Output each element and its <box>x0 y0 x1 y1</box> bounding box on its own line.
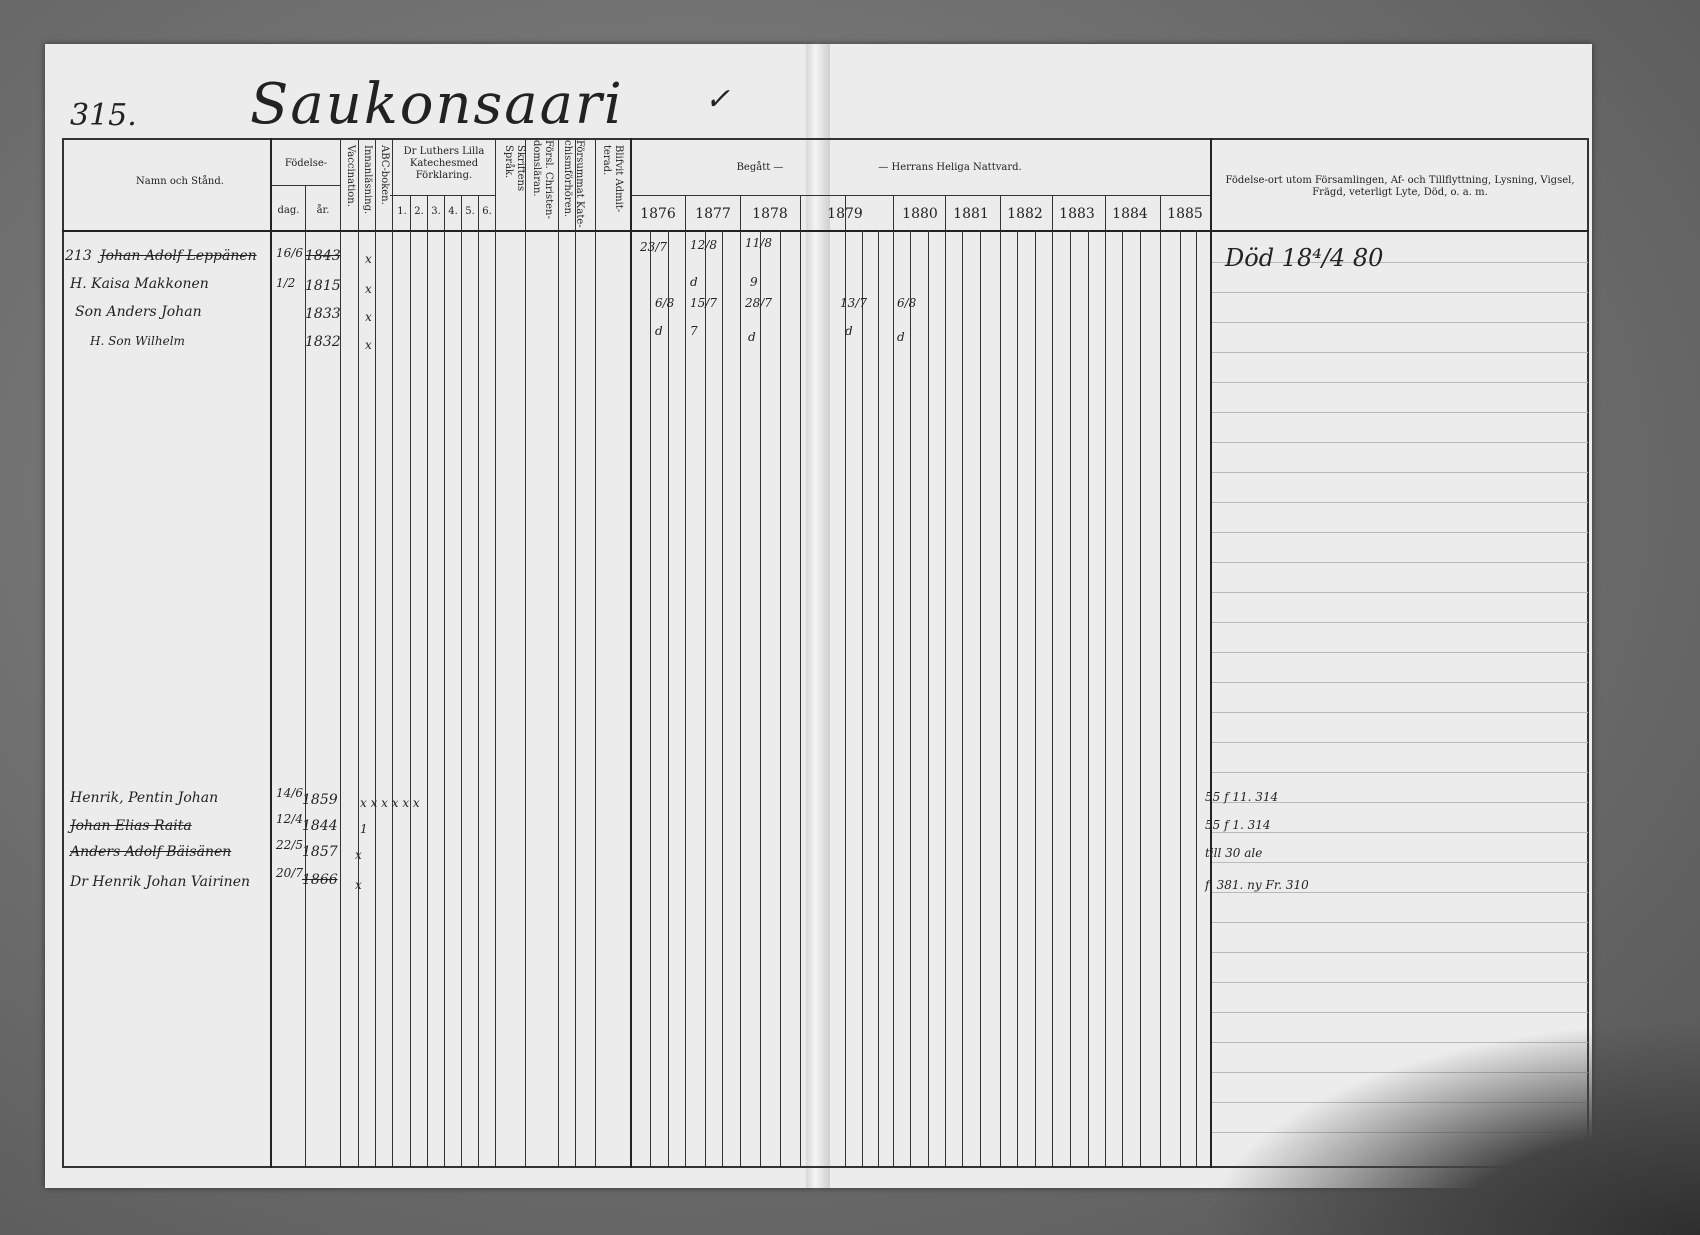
entry-marks: 1 <box>360 822 368 836</box>
col-line <box>495 138 496 1168</box>
entry-marks: x x x x x x <box>360 796 420 810</box>
entry-year: 1859 <box>302 792 338 808</box>
sub-line <box>928 230 929 1168</box>
communion-mark: d <box>655 324 663 338</box>
ruled-line <box>1212 952 1588 953</box>
header-cat-1: 1. <box>397 206 407 217</box>
communion-mark: 15/7 <box>690 296 717 310</box>
entry-marks: x <box>365 310 372 324</box>
entry-name: Son Anders Johan <box>75 304 202 320</box>
entry-year: 1832 <box>305 334 341 350</box>
entry-name: H. Kaisa Makkonen <box>70 276 209 292</box>
entry-name: Dr Henrik Johan Vairinen <box>70 874 250 890</box>
entry-day: 12/4 <box>276 812 303 826</box>
sub-line <box>722 230 723 1168</box>
communion-mark: d <box>690 275 698 289</box>
header-christian: Försl. Christen- domsläran. <box>531 140 554 219</box>
header-bottom-rule <box>62 230 1589 232</box>
communion-mark: 9 <box>750 275 758 289</box>
entry-marks: x <box>365 338 372 352</box>
sub-line <box>862 230 863 1168</box>
sub-line <box>1070 230 1071 1168</box>
entry-name: Johan Elias Raita <box>70 818 192 834</box>
col-line <box>392 138 393 1168</box>
entry-marks: x <box>365 252 372 266</box>
entry-day: 22/5 <box>276 838 303 852</box>
col-line <box>478 195 479 1168</box>
col-line <box>575 138 576 1168</box>
entry-remark: 55 f 1. 314 <box>1205 818 1271 832</box>
sub-line <box>1196 230 1197 1168</box>
ruled-line <box>1212 532 1588 533</box>
scan-shadow <box>1200 1020 1700 1235</box>
header-vaccination: Vaccination. <box>345 145 356 207</box>
entry-marks: x <box>355 848 362 862</box>
header-admitted: Blifvit Admit- terad. <box>601 145 624 213</box>
communion-mark: 7 <box>690 324 698 338</box>
sub-line <box>910 230 911 1168</box>
year-line <box>800 195 801 1168</box>
header-cat-6: 6. <box>482 206 492 217</box>
communion-mark: 12/8 <box>690 238 717 252</box>
col-line <box>375 138 376 1168</box>
entry-day: 1/2 <box>276 276 296 290</box>
year-line <box>893 195 894 1168</box>
sub-line <box>1035 230 1036 1168</box>
entry-remark: Död 18⁴/4 80 <box>1225 244 1384 272</box>
entry-day: 20/7 <box>276 866 303 880</box>
header-begatt: Begått — <box>736 162 784 173</box>
col-line <box>270 138 272 1168</box>
year-label: 1884 <box>1112 206 1148 222</box>
col-line <box>358 138 359 1168</box>
col-line <box>630 138 632 1168</box>
entry-year: 1815 <box>305 278 341 294</box>
sub-line <box>668 230 669 1168</box>
entry-name: H. Son Wilhelm <box>90 334 185 348</box>
col-line <box>461 195 462 1168</box>
year-line <box>1052 195 1053 1168</box>
header-cat-5: 5. <box>465 206 475 217</box>
ruled-line <box>1212 622 1588 623</box>
header-hearing: Försummat Kate- chismförhören. <box>562 140 585 228</box>
header-birth: Födelse- <box>284 158 328 169</box>
sub-line <box>1122 230 1123 1168</box>
ruled-line <box>1212 472 1588 473</box>
communion-mark: 13/7 <box>840 296 867 310</box>
entry-remark: till 30 ale <box>1205 846 1263 860</box>
ruled-line <box>1212 652 1588 653</box>
entry-no: 213 <box>65 248 92 264</box>
year-line <box>685 195 686 1168</box>
ruled-line <box>1212 292 1588 293</box>
ruled-line <box>1212 562 1588 563</box>
year-label: 1878 <box>752 206 788 222</box>
col-line <box>444 195 445 1168</box>
year-label: 1883 <box>1059 206 1095 222</box>
header-abc: ABC-boken. <box>379 145 390 205</box>
entry-year: 1843 <box>305 248 341 264</box>
years-subrule <box>630 195 1210 196</box>
ruled-line <box>1212 352 1588 353</box>
sub-line <box>780 230 781 1168</box>
header-cat-3: 3. <box>431 206 441 217</box>
sub-line <box>1140 230 1141 1168</box>
entry-year: 1833 <box>305 306 341 322</box>
header-scripture: Skriftens Språk. <box>503 145 526 192</box>
sub-line <box>878 230 879 1168</box>
year-line <box>1105 195 1106 1168</box>
entry-name: Henrik, Pentin Johan <box>70 790 219 806</box>
entry-remark: f. 381. ny Fr. 310 <box>1205 878 1309 892</box>
year-label: 1879 <box>827 206 863 222</box>
year-line <box>845 195 846 1168</box>
col-line <box>427 195 428 1168</box>
entry-year: 1866 <box>302 872 338 888</box>
ruled-line <box>1212 892 1588 893</box>
year-line <box>1000 195 1001 1168</box>
entry-year: 1844 <box>302 818 338 834</box>
header-reading: Innanläsning. <box>362 145 373 215</box>
communion-mark: d <box>748 330 756 344</box>
col-line <box>595 138 596 1168</box>
communion-mark: 28/7 <box>745 296 772 310</box>
year-label: 1880 <box>902 206 938 222</box>
ruled-line <box>1212 862 1588 863</box>
ruled-line <box>1212 982 1588 983</box>
header-cat-4: 4. <box>448 206 458 217</box>
entry-name: Anders Adolf Bäisänen <box>70 844 232 860</box>
ruled-line <box>1212 502 1588 503</box>
entry-day: 14/6 <box>276 786 303 800</box>
header-name: Namn och Stånd. <box>136 176 224 187</box>
year-line <box>1160 195 1161 1168</box>
year-label: 1876 <box>640 206 676 222</box>
sub-line <box>962 230 963 1168</box>
col-line <box>558 138 559 1168</box>
sub-line <box>760 230 761 1168</box>
year-label: 1882 <box>1007 206 1043 222</box>
sub-line <box>1017 230 1018 1168</box>
col-line <box>525 138 526 1168</box>
communion-mark: 6/8 <box>655 296 675 310</box>
communion-mark: 11/8 <box>745 236 772 250</box>
entry-marks: x <box>355 878 362 892</box>
ruled-line <box>1212 832 1588 833</box>
sub-line <box>705 230 706 1168</box>
ruled-line <box>1212 772 1588 773</box>
entry-day: 16/6 <box>276 246 303 260</box>
ruled-line <box>1212 322 1588 323</box>
communion-mark: 23/7 <box>640 240 667 254</box>
year-line <box>945 195 946 1168</box>
page-number: 315. <box>70 98 137 133</box>
ruled-line <box>1212 442 1588 443</box>
year-label: 1881 <box>953 206 989 222</box>
entry-remark: 55 f 11. 314 <box>1205 790 1279 804</box>
ruled-line <box>1212 922 1588 923</box>
header-catechism: Dr Luthers Lilla Katechesmed Förklaring. <box>403 146 485 181</box>
ruled-line <box>1212 412 1588 413</box>
sub-line <box>980 230 981 1168</box>
communion-mark: 6/8 <box>897 296 917 310</box>
year-label: 1885 <box>1167 206 1203 222</box>
entry-name: Johan Adolf Leppänen <box>100 248 257 264</box>
sub-line <box>1088 230 1089 1168</box>
place-name: Saukonsaari <box>250 72 624 137</box>
header-nattvard: — Herrans Heliga Nattvard. <box>878 162 1022 173</box>
header-birth-day: dag. <box>277 205 300 216</box>
entry-marks: x <box>365 282 372 296</box>
col-line <box>410 195 411 1168</box>
communion-mark: d <box>897 330 905 344</box>
header-birth-year: år. <box>316 205 330 216</box>
year-line <box>740 195 741 1168</box>
year-label: 1877 <box>695 206 731 222</box>
ruled-line <box>1212 742 1588 743</box>
ruled-line <box>1212 682 1588 683</box>
sub-line <box>650 230 651 1168</box>
col-line <box>305 185 306 1168</box>
ruled-line <box>1212 592 1588 593</box>
check-mark: ✓ <box>705 82 731 117</box>
ruled-line <box>1212 712 1588 713</box>
communion-mark: d <box>845 324 853 338</box>
entry-year: 1857 <box>302 844 338 860</box>
ruled-line <box>1212 382 1588 383</box>
header-remarks: Födelse-ort utom Församlingen, Af- och Tillflyttning, Lysning, Vigsel, Frägd, veterligt Lyte, Död, o. a. m. <box>1225 175 1575 198</box>
catechism-subrule <box>390 195 495 196</box>
sub-line <box>1180 230 1181 1168</box>
header-cat-2: 2. <box>414 206 424 217</box>
ruled-line <box>1212 1012 1588 1013</box>
